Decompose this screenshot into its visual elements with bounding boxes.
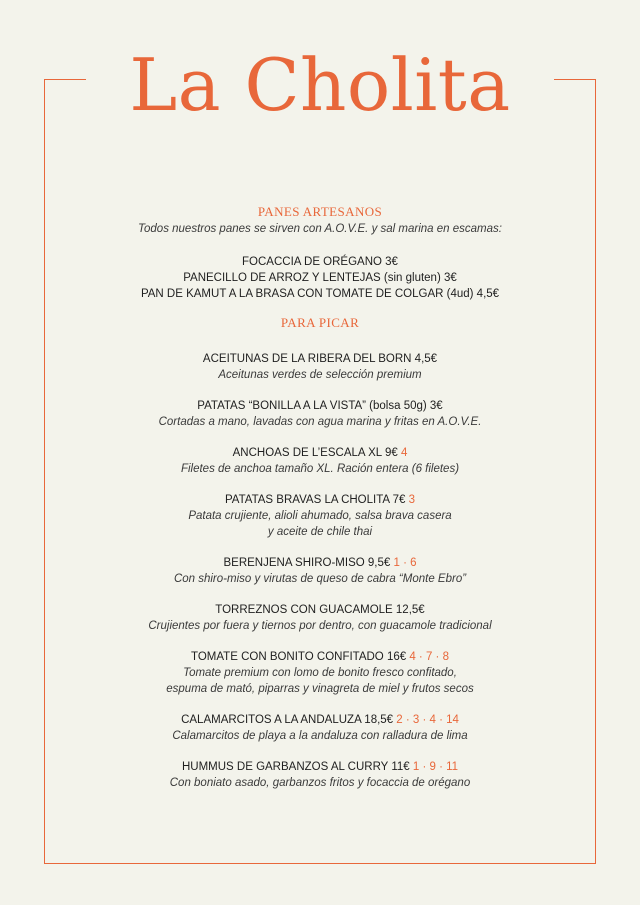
dish-name	[60, 492, 580, 508]
dish-item	[60, 445, 580, 477]
dish-title: TORREZNOS CON GUACAMOLE 12,5€	[215, 604, 425, 616]
dish-item	[60, 351, 580, 383]
dish-item	[60, 555, 580, 587]
dish-description: Con boniato asado, garbanzos fritos y focaccia de orégano	[169, 777, 471, 789]
dish-title: HUMMUS DE GARBANZOS AL CURRY 11€	[181, 761, 410, 773]
dish-description: espuma de mató, piparras y vinagreta de miel y frutos secos	[166, 683, 474, 695]
dish-name	[60, 398, 580, 414]
section-panes-artesanos	[60, 203, 580, 302]
dish-title: ANCHOAS DE L’ESCALA XL 9€	[232, 447, 398, 459]
dish-item	[60, 712, 580, 744]
dish-name	[60, 445, 580, 461]
allergen-codes: 4	[400, 447, 408, 459]
dish-name	[60, 351, 580, 367]
dish-title: PATATAS “BONILLA A LA VISTA” (bolsa 50g) 3€	[197, 400, 443, 412]
menu-content	[60, 203, 580, 791]
dish-item	[60, 649, 580, 697]
dish-description: Crujientes por fuera y tiernos por dentro, con guacamole tradicional	[148, 620, 492, 632]
allergen-codes: 3	[408, 494, 416, 506]
dish-description: Cortadas a mano, lavadas con agua marina y fritas en A.O.V.E.	[158, 416, 482, 428]
dish-name	[60, 602, 580, 618]
dish-title: BERENJENA SHIRO-MISO 9,5€	[223, 557, 391, 569]
dish-description: Patata crujiente, alioli ahumado, salsa brava casera	[188, 510, 452, 522]
dish-title: PATATAS BRAVAS LA CHOLITA 7€	[224, 494, 406, 506]
dish-description: y aceite de chile thai	[267, 526, 373, 538]
section-subtitle: Todos nuestros panes se sirven con A.O.V.E. y sal marina en escamas:	[138, 223, 502, 235]
dish-name	[60, 712, 580, 728]
dish-description: Aceitunas verdes de selección premium	[218, 369, 422, 381]
dish-item	[60, 492, 580, 540]
allergen-codes: 2 · 3 · 4 · 14	[396, 714, 459, 726]
section-title: PANES ARTESANOS	[257, 204, 383, 219]
allergen-codes: 1 · 9 · 11	[412, 761, 459, 773]
dish-item	[60, 602, 580, 634]
allergen-codes: 4 · 7 · 8	[409, 651, 449, 663]
allergen-codes: 1 · 6	[393, 557, 417, 569]
dish-description: Con shiro-miso y virutas de queso de cabra “Monte Ebro”	[173, 573, 467, 585]
section-title: PARA PICAR	[280, 315, 360, 330]
dish-item	[60, 398, 580, 430]
dish-description: Tomate premium con lomo de bonito fresco confitado,	[183, 667, 457, 679]
dish-name	[60, 759, 580, 775]
dish-description: Filetes de anchoa tamaño XL. Ración entera (6 filetes)	[180, 463, 460, 475]
bread-item: FOCACCIA DE ORÉGANO 3€	[242, 256, 398, 268]
dish-name	[60, 555, 580, 571]
dish-description: Calamarcitos de playa a la andaluza con ralladura de lima	[172, 730, 468, 742]
bread-item: PANECILLO DE ARROZ Y LENTEJAS (sin gluten) 3€	[183, 272, 457, 284]
dish-item	[60, 759, 580, 791]
dish-title: ACEITUNAS DE LA RIBERA DEL BORN 4,5€	[202, 353, 438, 365]
dish-title: TOMATE CON BONITO CONFITADO 16€	[191, 651, 407, 663]
dish-name	[60, 649, 580, 665]
bread-item: PAN DE KAMUT A LA BRASA CON TOMATE DE COLGAR (4ud) 4,5€	[140, 288, 500, 300]
bread-list	[60, 254, 580, 302]
restaurant-name: La Cholita	[129, 43, 511, 127]
dish-title: CALAMARCITOS A LA ANDALUZA 18,5€	[181, 714, 394, 726]
section-para-picar	[60, 314, 580, 791]
